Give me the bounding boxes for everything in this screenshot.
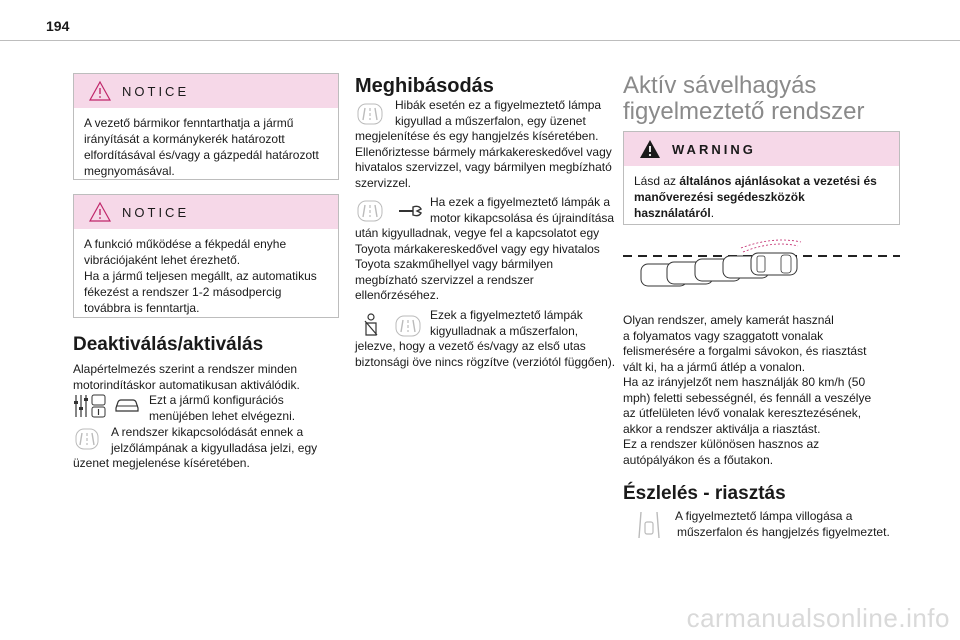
warning-text: Lásd az <box>634 174 680 188</box>
malfunction-paragraph-1 <box>355 98 621 191</box>
text-line: Ez a rendszer különösen hasznos az <box>623 437 820 451</box>
notice-line: irányítását a kormánykerék határozott <box>84 132 285 146</box>
text-line: után kigyulladnak, vegye fel a kapcsolatot egy <box>355 226 600 240</box>
notice-line: Ha a jármű teljesen megállt, az automatikus <box>84 269 317 283</box>
text-line: kigyullad a műszerfalon, egy üzenet <box>395 113 586 128</box>
text-line: Ha ezek a figyelmeztető lámpák a <box>430 195 611 209</box>
warning-box <box>623 131 900 225</box>
notice-line: vibrációjaként lehet érezhető. <box>84 253 241 267</box>
text-line: ellenőrzéséhez. <box>355 288 440 302</box>
notice-line: megnyomásával. <box>84 164 175 178</box>
malfunction-paragraph-3 <box>355 308 621 370</box>
notice-line: elfordításával és/vagy a gázpedál határozott <box>84 148 319 162</box>
notice-body <box>74 108 338 187</box>
text-line: megjelenítése és egy hangjelzés kíséretében. <box>355 129 599 143</box>
alert-text <box>675 509 900 540</box>
lane-departure-illustration <box>623 238 900 300</box>
text-line: Toyota szakműhellyel vagy bármilyen <box>355 257 554 271</box>
notice-line: fékezést a rendszer 1-2 másodpercig <box>84 285 282 299</box>
notice-box-2 <box>73 194 339 318</box>
text-line: akkor a rendszer aktiválja a riasztást. <box>623 421 821 436</box>
text-line: Ezek a figyelmeztető lámpák <box>430 308 583 322</box>
notice-line: A vezető bármikor fenntarthatja a jármű <box>84 116 294 130</box>
chapter-title-line: Aktív sávelhagyás <box>623 72 817 99</box>
notice-header <box>74 195 338 229</box>
chapter-title-line: figyelmeztető rendszer <box>623 98 865 125</box>
text-line: a folyamatos vagy szaggatott vonalak <box>623 328 824 343</box>
notice-header <box>74 74 338 108</box>
text-line: Olyan rendszer, amely kamerát használ <box>623 313 834 327</box>
text-line <box>634 205 890 221</box>
text-line: biztonsági öve nincs rögzítve (verziótól függően). <box>355 354 616 369</box>
system-description <box>623 313 900 468</box>
lane-departure-lamp-icon <box>637 510 661 540</box>
car-settings-icon <box>113 396 141 414</box>
section-heading-malfunction: Meghibásodás <box>355 75 494 97</box>
text-line: kigyulladnak a műszerfalon, <box>430 323 579 338</box>
notice-box-1 <box>73 73 339 180</box>
warning-header <box>624 132 899 166</box>
page-number: 194 <box>46 18 70 34</box>
notice-line: A funkció működése a fékpedál enyhe <box>84 237 287 251</box>
text-line: mph) feletti sebességnél, és fennáll a veszélye <box>623 390 872 405</box>
watermark-text: carmanualsonline.info <box>686 603 950 633</box>
text-line: motor kikapcsolása és újraindítása <box>430 210 615 225</box>
text-line: megbízható szervizzel a rendszer <box>355 272 534 287</box>
config-text <box>149 393 339 424</box>
text-line: az útfelületen lévő vonalak keresztezésének, <box>623 406 862 420</box>
notice-title: NOTICE <box>122 205 190 220</box>
text-line: műszerfalon és hangjelzés figyelmeztet. <box>677 524 890 539</box>
notice-body <box>74 229 338 324</box>
text-line: motorindításkor automatikusan aktiválódik. <box>73 377 300 392</box>
section-heading-detection: Észlelés - riasztás <box>623 483 786 504</box>
top-divider <box>0 40 960 41</box>
text-line: vált ki, ha a jármű átlép a vonalon. <box>623 359 806 374</box>
text-line: jelzőlámpának a kigyulladása jelzi, egy <box>111 440 318 455</box>
warning-triangle-icon <box>88 201 112 223</box>
text-line: A rendszer kikapcsolódását ennek a <box>111 425 304 439</box>
text-line: Hibák esetén ez a figyelmeztető lámpa <box>395 98 602 112</box>
warning-bold-text: használatáról <box>634 206 711 220</box>
warning-body <box>624 166 899 229</box>
text-line: hivatalos szervizzel, vagy bármilyen megbízható <box>355 160 612 174</box>
warning-text: . <box>710 206 715 220</box>
notice-title: NOTICE <box>122 84 190 99</box>
section-heading-deactivation: Deaktiválás/aktiválás <box>73 334 264 355</box>
warning-bold-text: manőverezési segédeszközök <box>634 190 805 204</box>
warning-title: WARNING <box>672 142 756 157</box>
text-line: üzenet megjelenése kíséretében. <box>73 456 250 470</box>
text-line: Ezt a jármű konfigurációs <box>149 393 284 407</box>
text-line: Alapértelmezés szerint a rendszer minden <box>73 362 298 376</box>
text-line: Ha az irányjelzőt nem használják 80 km/h (50 <box>623 375 866 389</box>
text-line: A figyelmeztető lámpa villogása a <box>675 509 853 523</box>
text-line: Ellenőriztesse bármely márkakereskedővel vagy <box>355 144 612 159</box>
text-line: szervizzel. <box>355 175 412 190</box>
text-line: autópályákon és a főutakon. <box>623 452 774 467</box>
text-line: Toyota márkakereskedővel vagy egy hivatalos <box>355 241 600 256</box>
text-line: jelezve, hogy a vezető és/vagy az első utas <box>355 339 586 353</box>
warning-bold-text: általános ajánlásokat a vezetési és <box>679 174 877 188</box>
text-line <box>634 173 890 189</box>
warning-triangle-icon <box>88 80 112 102</box>
text-line: menüjében lehet elvégezni. <box>149 408 296 423</box>
notice-line: továbbra is fenntartja. <box>84 301 200 315</box>
chapter-title <box>623 73 864 125</box>
malfunction-paragraph-2 <box>355 195 621 304</box>
deactivation-indicator-text <box>73 425 339 472</box>
text-line <box>634 189 890 205</box>
warning-triangle-icon <box>638 138 662 160</box>
deactivation-intro <box>73 362 339 393</box>
vehicle-settings-menu-icon <box>73 393 107 419</box>
text-line: felismerésére a forgalmi sávokon, és riasztást <box>623 344 867 358</box>
